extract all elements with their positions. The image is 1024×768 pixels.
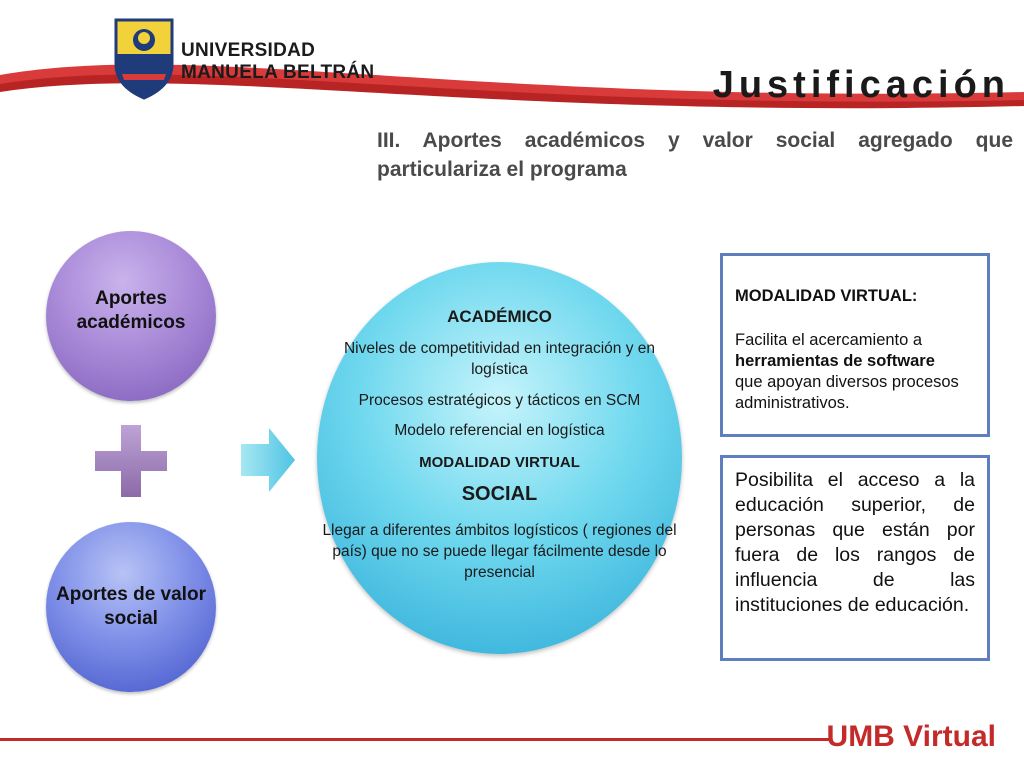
social-value-label: Aportes de valor social: [56, 584, 206, 629]
academic-item: Niveles de competitividad en integración y en logística: [343, 340, 656, 378]
virtual-modality-title: MODALIDAD VIRTUAL:: [735, 287, 918, 305]
virtual-modality-box: [720, 253, 990, 437]
contributions-detail-circle: [317, 262, 682, 654]
access-box: [720, 455, 990, 661]
arrow-right-icon: [241, 428, 295, 492]
university-name-line1: UNIVERSIDAD: [181, 40, 316, 61]
virtual-modality-text-pre: Facilita el acercamiento a: [735, 331, 923, 349]
virtual-modality-text-bold: herramientas de software: [735, 352, 935, 370]
footer-divider: [0, 738, 830, 741]
university-name: [181, 40, 374, 84]
academic-contributions-circle: [46, 231, 216, 401]
academic-item: Procesos estratégicos y tácticos en SCM: [358, 392, 641, 409]
university-logo: [112, 16, 176, 100]
social-heading: SOCIAL: [461, 483, 538, 505]
access-text: Posibilita el acceso a la educación superior, de personas que están por fuera de los rangos de influencia de las instituciones de educación.: [735, 469, 975, 616]
academic-contributions-label: Aportes académicos: [76, 288, 186, 333]
page-subtitle: III. Aportes académicos y valor social agregado que particulariza el programa: [377, 129, 1013, 181]
social-value-circle: [46, 522, 216, 692]
academic-item: MODALIDAD VIRTUAL: [419, 454, 580, 471]
virtual-modality-text-post: que apoyan diversos procesos administrativos.: [735, 373, 959, 412]
social-text: Llegar a diferentes ámbitos logísticos ( regiones del país) que no se puede llegar fácilmente desde lo presencial: [322, 522, 677, 581]
academic-item: Modelo referencial en logística: [394, 422, 605, 439]
page-title: Justificación: [712, 64, 1010, 106]
university-name-line2: MANUELA BELTRÁN: [181, 62, 375, 83]
academic-heading: ACADÉMICO: [447, 307, 552, 326]
footer-brand: UMB Virtual: [826, 720, 996, 753]
plus-icon: [95, 425, 167, 497]
logo-text: UMB: [131, 83, 157, 95]
